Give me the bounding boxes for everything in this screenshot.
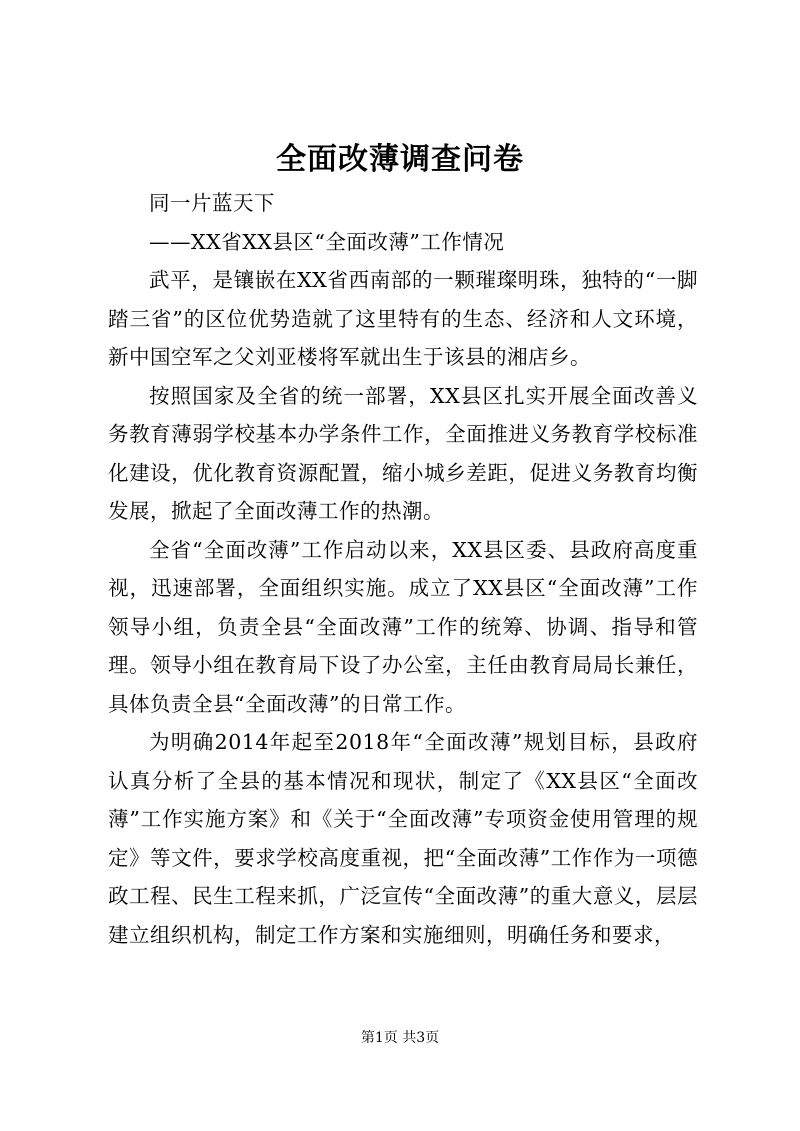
paragraph-planning: 为明确2014年起至2018年“全面改薄”规划目标，县政府认真分析了全县的基本情况和现状，制定了《XX县区“全面改薄”工作实施方案》和《关于“全面改薄”专项资金使用管理的规定》等文件，要求学校高度重视，把“全面改薄”工作作为一项德政工程、民生工程来抓，广泛宣传“全面改薄”的重大意义，层层建立组织机构，制定工作方案和实施细则，明确任务和要求，	[108, 730, 698, 947]
paragraph-intro: 武平，是镶嵌在XX省西南部的一颗璀璨明珠，独特的“一脚踏三省”的区位优势造就了这里特有的生态、经济和人文环境，新中国空军之父刘亚楼将军就出生于该县的湘店乡。	[108, 268, 698, 369]
paragraph-subtitle: 同一片蓝天下	[149, 191, 275, 215]
document-title: 全面改薄调查问卷	[276, 142, 524, 177]
page-number-footer: 第1页 共3页	[360, 1030, 440, 1046]
paragraph-organization: 全省“全面改薄”工作启动以来，XX县区委、县政府高度重视，迅速部署，全面组织实施。成立了XX县区“全面改薄”工作领导小组，负责全县“全面改薄”工作的统筹、协调、指导和管理。领导小组在教育局下设了办公室，主任由教育局局长兼任，具体负责全县“全面改薄”的日常工作。	[108, 537, 698, 716]
paragraph-deployment: 按照国家及全省的统一部署，XX县区扎实开展全面改善义务教育薄弱学校基本办学条件工作，全面推进义务教育学校标准化建设，优化教育资源配置，缩小城乡差距，促进义务教育均衡发展，掀起了全面改薄工作的热潮。	[108, 383, 698, 523]
paragraph-subheading: ——XX省XX县区“全面改薄”工作情况	[149, 229, 505, 254]
document-body	[108, 184, 698, 954]
